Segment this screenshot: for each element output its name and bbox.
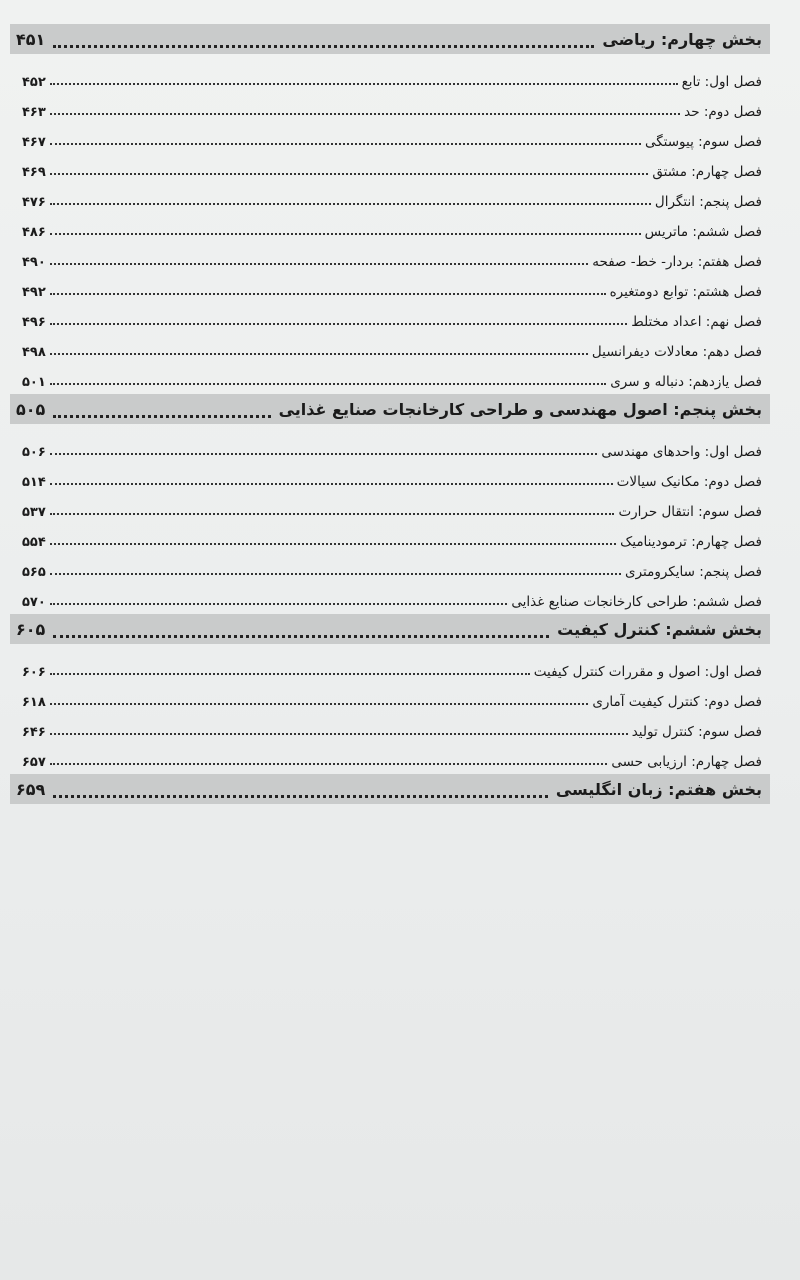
section-heading: [10, 394, 770, 424]
dot-leader: [50, 452, 598, 455]
dot-leader: [50, 732, 628, 735]
dot-leader: [50, 602, 508, 605]
section-heading: [10, 774, 770, 804]
chapter-row: [10, 210, 770, 240]
dot-leader: [50, 232, 641, 235]
section-heading: [10, 614, 770, 644]
chapter-title: فصل اول: واحدهای مهندسی: [601, 444, 762, 460]
dot-leader: [50, 172, 649, 175]
chapter-title: فصل هشتم: توابع دومتغیره: [609, 284, 762, 300]
dot-leader: [50, 262, 588, 265]
dot-leader: [53, 621, 549, 638]
dot-leader: [50, 672, 530, 675]
chapter-page-number: ۴۶۷: [22, 135, 46, 150]
chapter-title: فصل سوم: پیوستگی: [644, 134, 762, 150]
chapter-title: فصل سوم: کنترل تولید: [631, 724, 762, 740]
dot-leader: [50, 292, 606, 295]
section-page-number: ۶۵۹: [16, 779, 46, 799]
chapter-title: فصل سوم: انتقال حرارت: [618, 504, 762, 520]
chapter-row: [10, 550, 770, 580]
chapter-page-number: ۶۴۶: [22, 725, 46, 740]
section-page-number: ۵۰۵: [16, 399, 46, 419]
chapter-page-number: ۴۷۶: [22, 195, 46, 210]
chapter-page-number: ۵۳۷: [22, 505, 46, 520]
dot-leader: [53, 401, 270, 418]
chapter-page-number: ۵۵۴: [22, 535, 46, 550]
dot-leader: [53, 31, 594, 48]
chapter-page-number: ۴۶۹: [22, 165, 46, 180]
dot-leader: [50, 702, 589, 705]
chapter-title: فصل ششم: طراحی کارخانجات صنایع غذایی: [511, 594, 762, 610]
chapter-row: [10, 520, 770, 550]
chapter-row: [10, 650, 770, 680]
table-of-contents: [10, 20, 770, 810]
chapter-page-number: ۵۷۰: [22, 595, 46, 610]
chapter-page-number: ۶۰۶: [22, 665, 46, 680]
chapter-title: فصل پنجم: سایکرومتری: [625, 564, 762, 580]
chapter-row: [10, 460, 770, 490]
chapter-title: فصل چهارم: مشتق: [652, 164, 762, 180]
chapter-title: فصل اول: اصول و مقررات کنترل کیفیت: [533, 664, 762, 680]
chapter-page-number: ۴۶۳: [22, 105, 46, 120]
dot-leader: [50, 382, 606, 385]
section-title: بخش چهارم: ریاضی: [602, 29, 762, 49]
chapter-page-number: ۴۸۶: [22, 225, 46, 240]
dot-leader: [50, 82, 678, 85]
chapter-row: [10, 180, 770, 210]
chapter-page-number: ۵۶۵: [22, 565, 46, 580]
section-title: بخش هفتم: زبان انگلیسی: [555, 779, 762, 799]
chapter-title: فصل اول: تابع: [681, 74, 762, 90]
dot-leader: [50, 352, 588, 355]
chapter-page-number: ۴۹۰: [22, 255, 46, 270]
chapter-row: [10, 60, 770, 90]
chapter-row: [10, 680, 770, 710]
chapter-row: [10, 270, 770, 300]
chapter-title: فصل نهم: اعداد مختلط: [631, 314, 762, 330]
dot-leader: [50, 542, 616, 545]
dot-leader: [50, 762, 608, 765]
chapter-page-number: ۴۹۲: [22, 285, 46, 300]
dot-leader: [50, 572, 621, 575]
chapter-page-number: ۵۱۴: [22, 475, 46, 490]
chapter-title: فصل ششم: ماتریس: [644, 224, 762, 240]
dot-leader: [50, 322, 627, 325]
section-page-number: ۴۵۱: [16, 29, 46, 49]
chapter-row: [10, 150, 770, 180]
dot-leader: [50, 142, 641, 145]
chapter-row: [10, 300, 770, 330]
chapter-title: فصل دهم: معادلات دیفرانسیل: [591, 344, 762, 360]
dot-leader: [50, 482, 613, 485]
chapter-row: [10, 120, 770, 150]
chapter-title: فصل دوم: مکانیک سیالات: [616, 474, 762, 490]
section-page-number: ۶۰۵: [16, 619, 46, 639]
chapter-row: [10, 490, 770, 520]
chapter-page-number: ۴۵۲: [22, 75, 46, 90]
chapter-title: فصل یازدهم: دنباله و سری: [610, 374, 762, 390]
chapter-page-number: ۵۰۱: [22, 375, 46, 390]
chapter-row: [10, 360, 770, 390]
dot-leader: [50, 202, 651, 205]
chapter-title: فصل دوم: حد: [684, 104, 762, 120]
chapter-page-number: ۵۰۶: [22, 445, 46, 460]
chapter-page-number: ۶۵۷: [22, 755, 46, 770]
chapter-row: [10, 580, 770, 610]
chapter-row: [10, 240, 770, 270]
section-title: بخش ششم: کنترل کیفیت: [557, 619, 762, 639]
chapter-title: فصل چهارم: ارزیابی حسی: [611, 754, 762, 770]
chapter-title: فصل دوم: کنترل کیفیت آماری: [592, 694, 762, 710]
chapter-page-number: ۴۹۶: [22, 315, 46, 330]
chapter-title: فصل پنجم: انتگرال: [654, 194, 762, 210]
chapter-page-number: ۴۹۸: [22, 345, 46, 360]
dot-leader: [50, 112, 680, 115]
chapter-row: [10, 430, 770, 460]
chapter-row: [10, 330, 770, 360]
chapter-page-number: ۶۱۸: [22, 695, 46, 710]
chapter-title: فصل چهارم: ترمودینامیک: [620, 534, 762, 550]
dot-leader: [53, 781, 548, 798]
chapter-row: [10, 740, 770, 770]
section-heading: [10, 24, 770, 54]
chapter-row: [10, 90, 770, 120]
section-title: بخش پنجم: اصول مهندسی و طراحی کارخانجات صنایع غذایی: [278, 399, 762, 419]
chapter-title: فصل هفتم: بردار- خط- صفحه: [592, 254, 762, 270]
chapter-row: [10, 710, 770, 740]
dot-leader: [50, 512, 615, 515]
